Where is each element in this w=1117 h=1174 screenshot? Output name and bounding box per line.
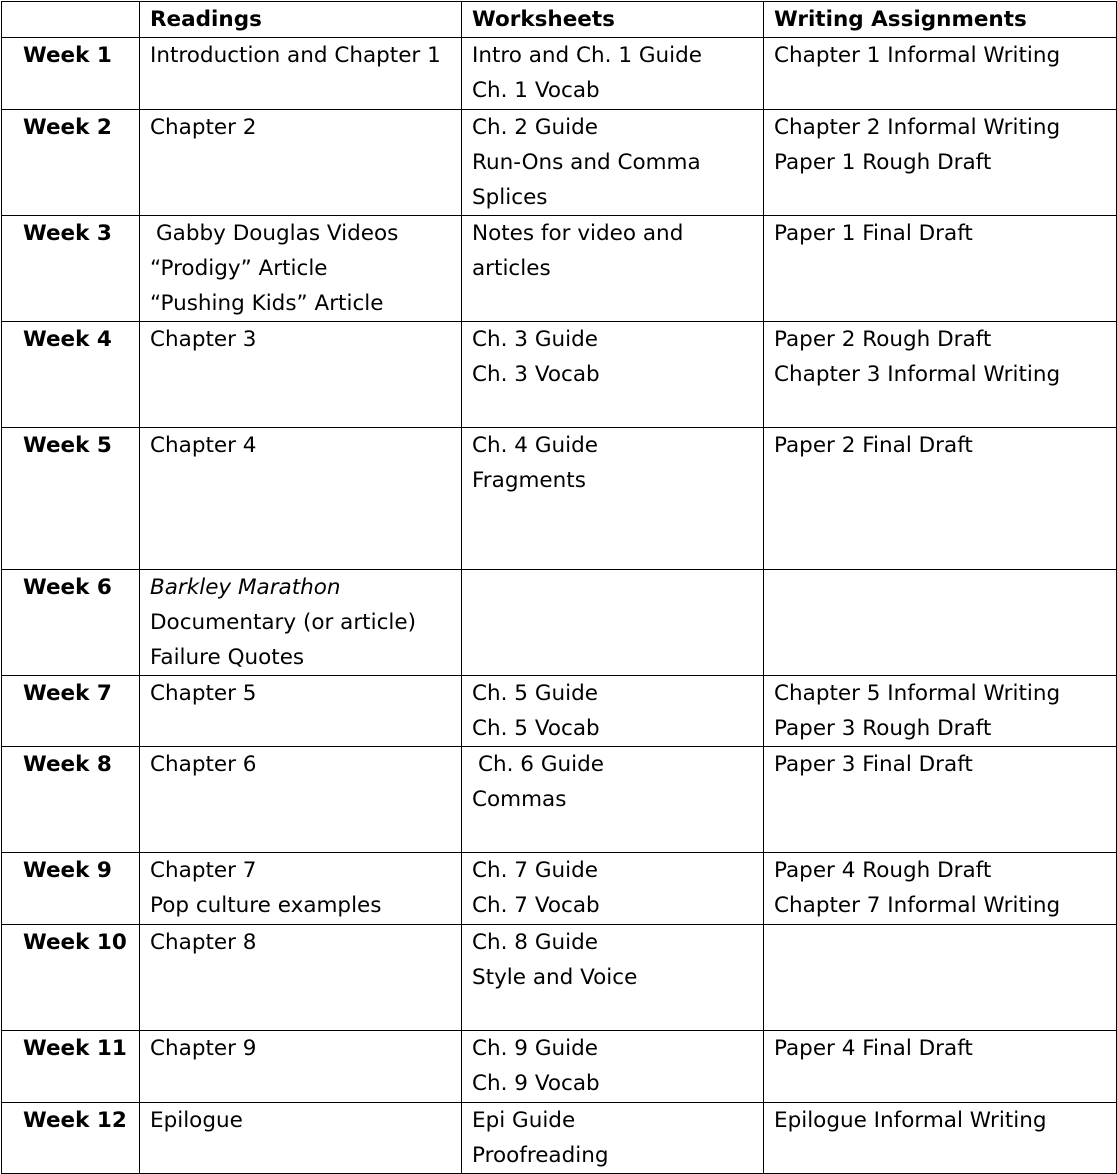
writing-cell xyxy=(764,322,1117,428)
writing-cell xyxy=(764,676,1117,747)
writing-item: Chapter 3 Informal Writing xyxy=(774,362,1061,387)
reading-item: Chapter 8 xyxy=(150,930,257,955)
week-label: Week 7 xyxy=(2,676,140,747)
readings-cell xyxy=(140,110,462,216)
worksheet-item: Proofreading xyxy=(472,1143,609,1168)
writing-item: Paper 4 Final Draft xyxy=(774,1036,973,1061)
worksheets-cell xyxy=(462,676,764,747)
worksheet-item: Ch. 7 Guide xyxy=(472,858,598,883)
worksheet-item: Ch. 2 Guide xyxy=(472,115,598,140)
readings-cell xyxy=(140,925,462,1031)
writing-item: Chapter 1 Informal Writing xyxy=(774,43,1061,68)
reading-item: “Prodigy” Article xyxy=(150,256,328,281)
readings-cell xyxy=(140,747,462,853)
worksheet-item: Notes for video and articles xyxy=(472,221,684,281)
writing-item: Paper 3 Rough Draft xyxy=(774,716,992,741)
worksheets-cell xyxy=(462,925,764,1031)
writing-item: Paper 2 Rough Draft xyxy=(774,327,992,352)
reading-item: Epilogue xyxy=(150,1108,243,1133)
header-row xyxy=(2,2,1117,38)
worksheets-cell xyxy=(462,1031,764,1103)
worksheet-item: Ch. 3 Guide xyxy=(472,327,598,352)
table-row xyxy=(2,428,1117,570)
week-label: Week 5 xyxy=(2,428,140,570)
writing-item: Chapter 7 Informal Writing xyxy=(774,893,1061,918)
week-label: Week 3 xyxy=(2,216,140,322)
worksheets-cell xyxy=(462,853,764,925)
worksheet-item: Ch. 4 Guide xyxy=(472,433,598,458)
worksheet-item: Ch. 3 Vocab xyxy=(472,362,600,387)
writing-item: Paper 3 Final Draft xyxy=(774,752,973,777)
readings-cell xyxy=(140,1103,462,1174)
reading-item: Chapter 7 xyxy=(150,858,257,883)
reading-item: Gabby Douglas Videos xyxy=(156,221,399,246)
reading-item: Introduction and Chapter 1 xyxy=(150,43,441,68)
table-row xyxy=(2,853,1117,925)
writing-cell xyxy=(764,428,1117,570)
week-label: Week 8 xyxy=(2,747,140,853)
table-row xyxy=(2,216,1117,322)
readings-cell xyxy=(140,38,462,110)
worksheet-item: Ch. 8 Guide xyxy=(472,930,598,955)
table-row xyxy=(2,925,1117,1031)
worksheet-item: Ch. 5 Vocab xyxy=(472,716,600,741)
worksheets-cell xyxy=(462,216,764,322)
worksheet-item: Ch. 7 Vocab xyxy=(472,893,600,918)
reading-item: Pop culture examples xyxy=(150,893,382,918)
writing-cell xyxy=(764,38,1117,110)
reading-item: Failure Quotes xyxy=(150,645,305,670)
reading-item: “Pushing Kids” Article xyxy=(150,291,384,316)
worksheet-item: Ch. 5 Guide xyxy=(472,681,598,706)
table-row xyxy=(2,1031,1117,1103)
worksheets-cell xyxy=(462,428,764,570)
worksheets-cell xyxy=(462,1103,764,1174)
header-worksheets: Worksheets xyxy=(462,2,764,38)
readings-cell xyxy=(140,676,462,747)
table-row xyxy=(2,676,1117,747)
week-label: Week 4 xyxy=(2,322,140,428)
worksheet-item: Intro and Ch. 1 Guide xyxy=(472,43,702,68)
worksheet-item: Style and Voice xyxy=(472,965,638,990)
readings-cell xyxy=(140,570,462,676)
writing-item: Chapter 5 Informal Writing xyxy=(774,681,1061,706)
reading-title: Barkley Marathon xyxy=(150,575,341,600)
worksheets-cell xyxy=(462,322,764,428)
writing-item: Epilogue Informal Writing xyxy=(774,1108,1047,1133)
writing-item: Paper 1 Final Draft xyxy=(774,221,973,246)
writing-cell xyxy=(764,747,1117,853)
worksheet-item: Ch. 9 Vocab xyxy=(472,1071,600,1096)
worksheets-cell xyxy=(462,570,764,676)
table-row xyxy=(2,38,1117,110)
week-label: Week 2 xyxy=(2,110,140,216)
table-row xyxy=(2,110,1117,216)
worksheet-item: Ch. 6 Guide xyxy=(478,752,604,777)
readings-cell xyxy=(140,322,462,428)
worksheet-item: Ch. 1 Vocab xyxy=(472,78,600,103)
reading-item: Chapter 6 xyxy=(150,752,257,777)
writing-item: Paper 4 Rough Draft xyxy=(774,858,992,883)
writing-item: Paper 1 Rough Draft xyxy=(774,150,992,175)
writing-cell xyxy=(764,853,1117,925)
reading-item: Chapter 5 xyxy=(150,681,257,706)
week-label: Week 12 xyxy=(2,1103,140,1174)
week-label: Week 9 xyxy=(2,853,140,925)
reading-item: Documentary (or article) xyxy=(150,610,416,635)
worksheet-item: Epi Guide xyxy=(472,1108,576,1133)
reading-item: Chapter 9 xyxy=(150,1036,257,1061)
week-label: Week 10 xyxy=(2,925,140,1031)
writing-cell xyxy=(764,1031,1117,1103)
worksheet-item: Run-Ons and Comma Splices xyxy=(472,150,701,210)
table-row xyxy=(2,1103,1117,1174)
week-label: Week 11 xyxy=(2,1031,140,1103)
readings-cell xyxy=(140,216,462,322)
worksheets-cell xyxy=(462,110,764,216)
week-label: Week 1 xyxy=(2,38,140,110)
worksheet-item: Commas xyxy=(472,787,567,812)
writing-cell xyxy=(764,570,1117,676)
reading-item: Chapter 3 xyxy=(150,327,257,352)
worksheet-item: Fragments xyxy=(472,468,586,493)
readings-cell xyxy=(140,853,462,925)
writing-cell xyxy=(764,216,1117,322)
week-label: Week 6 xyxy=(2,570,140,676)
reading-item: Chapter 2 xyxy=(150,115,257,140)
worksheets-cell xyxy=(462,38,764,110)
writing-item: Paper 2 Final Draft xyxy=(774,433,973,458)
worksheet-item: Ch. 9 Guide xyxy=(472,1036,598,1061)
table-row xyxy=(2,570,1117,676)
schedule-table xyxy=(1,1,1117,1174)
readings-cell xyxy=(140,428,462,570)
header-readings: Readings xyxy=(140,2,462,38)
worksheets-cell xyxy=(462,747,764,853)
writing-cell xyxy=(764,925,1117,1031)
writing-cell xyxy=(764,1103,1117,1174)
header-week xyxy=(2,2,140,38)
writing-cell xyxy=(764,110,1117,216)
table-row xyxy=(2,322,1117,428)
header-writing: Writing Assignments xyxy=(764,2,1117,38)
table-row xyxy=(2,747,1117,853)
readings-cell xyxy=(140,1031,462,1103)
writing-item: Chapter 2 Informal Writing xyxy=(774,115,1061,140)
reading-item: Chapter 4 xyxy=(150,433,257,458)
